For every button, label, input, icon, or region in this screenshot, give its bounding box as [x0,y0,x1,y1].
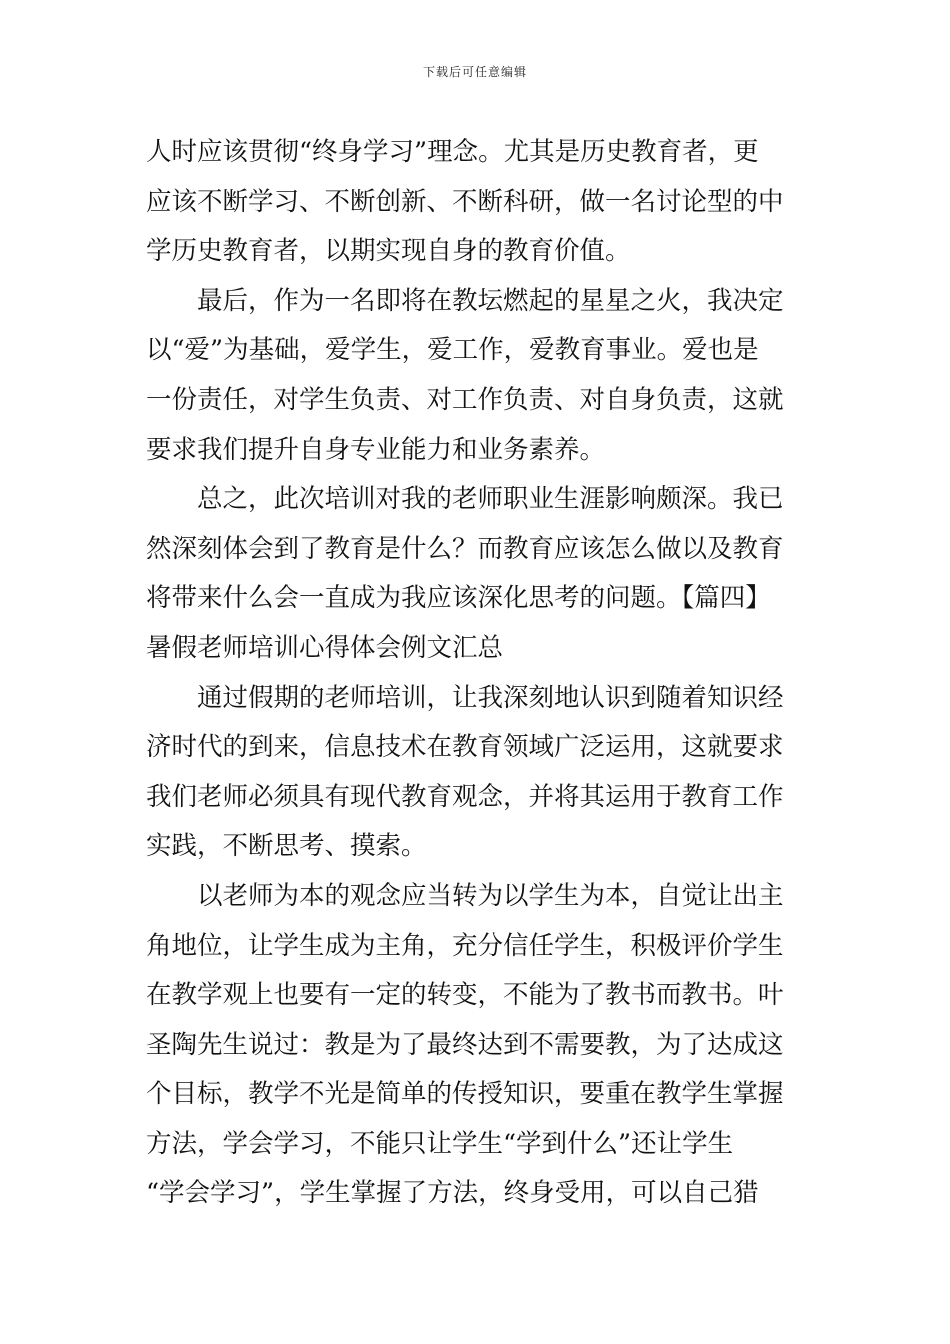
document-body [146,128,808,1219]
text-line: 最后，作为一名即将在教坛燃起的星星之火，我决定 [197,285,784,316]
text-line: 圣陶先生说过：教是为了最终达到不需要教，为了达成这 [146,1029,784,1060]
text-line: 以老师为本的观念应当转为以学生为本，自觉让出主 [197,880,784,911]
text-line: 将带来什么会一直成为我应该深化思考的问题。【篇四】 [146,583,771,614]
text-line: 方法，学会学习，不能只让学生“学到什么”还让学生 [146,1128,734,1159]
text-line: 应该不断学习、不断创新、不断科研，做一名讨论型的中 [146,186,784,217]
text-line: 一份责任，对学生负责、对工作负责、对自身负责，这就 [146,384,784,415]
section-heading-line: 暑假老师培训心得体会例文汇总 [146,632,504,663]
text-line: 然深刻体会到了教育是什么？而教育应该怎么做以及教育 [146,533,784,564]
text-line: 通过假期的老师培训，让我深刻地认识到随着知识经 [197,682,784,713]
page-header: 下载后可任意编辑 [422,65,527,79]
text-line: 以“爱”为基础，爱学生，爱工作，爱教育事业。爱也是 [146,335,759,366]
text-line: 总之，此次培训对我的老师职业生涯影响颇深。我已 [197,484,784,515]
text-line: 要求我们提升自身专业能力和业务素养。 [146,434,606,465]
text-line: 个目标，教学不光是简单的传授知识，要重在教学生掌握 [146,1079,784,1110]
text-line: 学历史教育者，以期实现自身的教育价值。 [146,236,631,267]
text-line: 济时代的到来，信息技术在教育领域广泛运用，这就要求 [146,732,784,763]
text-line: 在教学观上也要有一定的转变，不能为了教书而教书。叶 [146,980,784,1011]
text-line: “学会学习”，学生掌握了方法，终身受用，可以自己猎 [146,1178,759,1209]
text-line: 人时应该贯彻“终身学习”理念。尤其是历史教育者，更 [146,137,759,167]
text-line: 我们老师必须具有现代教育观念，并将其运用于教育工作 [146,781,784,812]
text-line: 实践，不断思考、摸索。 [146,831,427,862]
text-line: 角地位，让学生成为主角，充分信任学生，积极评价学生 [146,930,784,961]
